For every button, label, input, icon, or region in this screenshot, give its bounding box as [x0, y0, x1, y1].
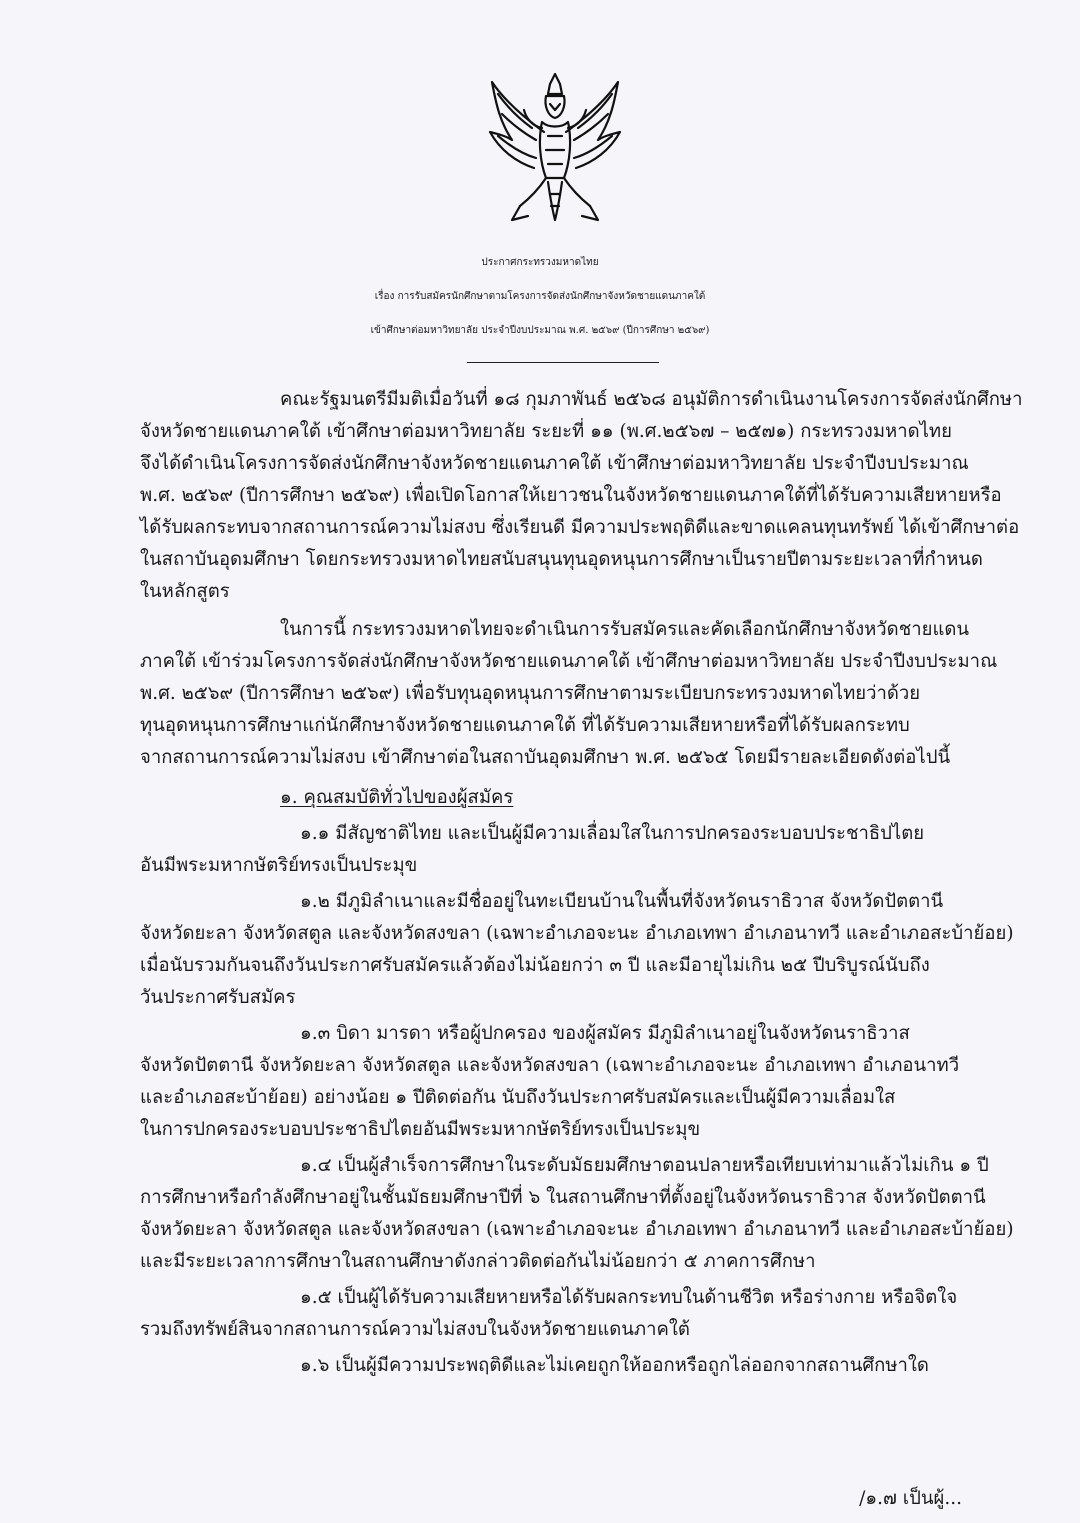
- item-1-2-line: วันประกาศรับสมัคร: [140, 987, 296, 1008]
- paragraph-2-line: พ.ศ. ๒๕๖๙ (ปีการศึกษา ๒๕๖๙) เพื่อรับทุนอุดหนุนการศึกษาตามระเบียบกระทรวงมหาดไทยว่าด้วย: [140, 683, 921, 704]
- intro-line: ในหลักสูตร: [140, 581, 230, 602]
- item-1-3-line: และอำเภอสะบ้าย้อย) อย่างน้อย ๑ ปีติดต่อกัน นับถึงวันประกาศรับสมัครและเป็นผู้มีความเลื่อมใส: [140, 1087, 896, 1108]
- item-1-4-line: ๑.๔ เป็นผู้สำเร็จการศึกษาในระดับมัธยมศึกษาตอนปลายหรือเทียบเท่ามาแล้วไม่เกิน ๑ ปี: [300, 1155, 989, 1176]
- item-1-3-line: ในการปกครองระบอบประชาธิปไตยอันมีพระมหากษัตริย์ทรงเป็นประมุข: [140, 1119, 701, 1140]
- intro-line: พ.ศ. ๒๕๖๙ (ปีการศึกษา ๒๕๖๙) เพื่อเปิดโอกาสให้เยาวชนในจังหวัดชายแดนภาคใต้ที่ได้รับความเสียหายหรือ: [140, 485, 1002, 506]
- item-1-2-line: ๑.๒ มีภูมิลำเนาและมีชื่ออยู่ในทะเบียนบ้านในพื้นที่จังหวัดนราธิวาส จังหวัดปัตตานี: [300, 891, 944, 912]
- item-1-2-line: จังหวัดยะลา จังหวัดสตูล และจังหวัดสงขลา (เฉพาะอำเภอจะนะ อำเภอเทพา อำเภอนาทวี และอำเภอสะบ้าย้อย): [140, 923, 1014, 944]
- paragraph-2-line: ภาคใต้ เข้าร่วมโครงการจัดส่งนักศึกษาจังหวัดชายแดนภาคใต้ เข้าศึกษาต่อมหาวิทยาลัย ประจำปีงบประมาณ: [140, 651, 998, 672]
- item-1-1-line: ๑.๑ มีสัญชาติไทย และเป็นผู้มีความเลื่อมใสในการปกครองระบอบประชาธิปไตย: [300, 823, 925, 844]
- item-1-4-line: จังหวัดยะลา จังหวัดสตูล และจังหวัดสงขลา (เฉพาะอำเภอจะนะ อำเภอเทพา อำเภอนาทวี และอำเภอสะบ้าย้อย): [140, 1219, 1014, 1240]
- paragraph-2-line: ทุนอุดหนุนการศึกษาแก่นักศึกษาจังหวัดชายแดนภาคใต้ ที่ได้รับความเสียหายหรือที่ได้รับผลกระทบ: [140, 715, 910, 736]
- paragraph-2-line: ในการนี้ กระทรวงมหาดไทยจะดำเนินการรับสมัครและคัดเลือกนักศึกษาจังหวัดชายแดน: [280, 619, 970, 640]
- item-1-2-line: เมื่อนับรวมกันจนถึงวันประกาศรับสมัครแล้วต้องไม่น้อยกว่า ๓ ปี และมีอายุไม่เกิน ๒๕ ปีบริบูรณ์นับถึง: [140, 955, 930, 976]
- intro-line: คณะรัฐมนตรีมีมติเมื่อวันที่ ๑๘ กุมภาพันธ์ ๒๕๖๘ อนุมัติการดำเนินงานโครงการจัดส่งนักศึกษา: [280, 389, 1023, 410]
- intro-line: ได้รับผลกระทบจากสถานการณ์ความไม่สงบ ซึ่งเรียนดี มีความประพฤติดีและขาดแคลนทุนทรัพย์ ได้เข้าศึกษาต่อ: [140, 517, 1020, 538]
- page-continuation: /๑.๗ เป็นผู้...: [859, 1488, 962, 1509]
- item-1-5-line: รวมถึงทรัพย์สินจากสถานการณ์ความไม่สงบในจังหวัดชายแดนภาคใต้: [140, 1319, 690, 1340]
- item-1-3-line: จังหวัดปัตตานี จังหวัดยะลา จังหวัดสตูล และจังหวัดสงขลา (เฉพาะอำเภอจะนะ อำเภอเทพา อำเภอนาทวี: [140, 1055, 960, 1076]
- item-1-3-line: ๑.๓ บิดา มารดา หรือผู้ปกครอง ของผู้สมัคร มีภูมิลำเนาอยู่ในจังหวัดนราธิวาส: [300, 1023, 910, 1044]
- item-1-5-line: ๑.๕ เป็นผู้ได้รับความเสียหายหรือได้รับผลกระทบในด้านชีวิต หรือร่างกาย หรือจิตใจ: [300, 1287, 958, 1308]
- intro-line: ในสถาบันอุดมศึกษา โดยกระทรวงมหาดไทยสนับสนุนทุนอุดหนุนการศึกษาเป็นรายปีตามระยะเวลาที่กำหนด: [140, 549, 983, 570]
- document-title: ประกาศกระทรวงมหาดไทย: [481, 257, 599, 268]
- section-1-heading: ๑. คุณสมบัติทั่วไปของผู้สมัคร: [280, 787, 514, 808]
- document-subject-line-2: เข้าศึกษาต่อมหาวิทยาลัย ประจำปีงบประมาณ พ.ศ. ๒๕๖๙ (ปีการศึกษา ๒๕๖๙): [370, 325, 710, 336]
- garuda-emblem-icon: [478, 70, 632, 230]
- intro-line: จึงได้ดำเนินโครงการจัดส่งนักศึกษาจังหวัดชายแดนภาคใต้ เข้าศึกษาต่อมหาวิทยาลัย ประจำปีงบประมาณ: [140, 453, 969, 474]
- item-1-4-line: การศึกษาหรือกำลังศึกษาอยู่ในชั้นมัธยมศึกษาปีที่ ๖ ในสถานศึกษาที่ตั้งอยู่ในจังหวัดนราธิวาส จังหวัดปัตตานี: [140, 1187, 986, 1208]
- document-subject-line-1: เรื่อง การรับสมัครนักศึกษาตามโครงการจัดส่งนักศึกษาจังหวัดชายแดนภาคใต้: [374, 291, 706, 302]
- item-1-6-line: ๑.๖ เป็นผู้มีความประพฤติดีและไม่เคยถูกให้ออกหรือถูกไล่ออกจากสถานศึกษาใด: [300, 1355, 929, 1376]
- item-1-4-line: และมีระยะเวลาการศึกษาในสถานศึกษาดังกล่าวติดต่อกันไม่น้อยกว่า ๕ ภาคการศึกษา: [140, 1251, 816, 1272]
- paragraph-2-line: จากสถานการณ์ความไม่สงบ เข้าศึกษาต่อในสถาบันอุดมศึกษา พ.ศ. ๒๕๖๕ โดยมีรายละเอียดดังต่อไปนี้: [140, 747, 951, 768]
- title-divider: [467, 362, 659, 363]
- intro-line: จังหวัดชายแดนภาคใต้ เข้าศึกษาต่อมหาวิทยาลัย ระยะที่ ๑๑ (พ.ศ.๒๕๖๗ – ๒๕๗๑) กระทรวงมหาดไทย: [140, 421, 952, 442]
- item-1-1-line: อันมีพระมหากษัตริย์ทรงเป็นประมุข: [140, 855, 418, 876]
